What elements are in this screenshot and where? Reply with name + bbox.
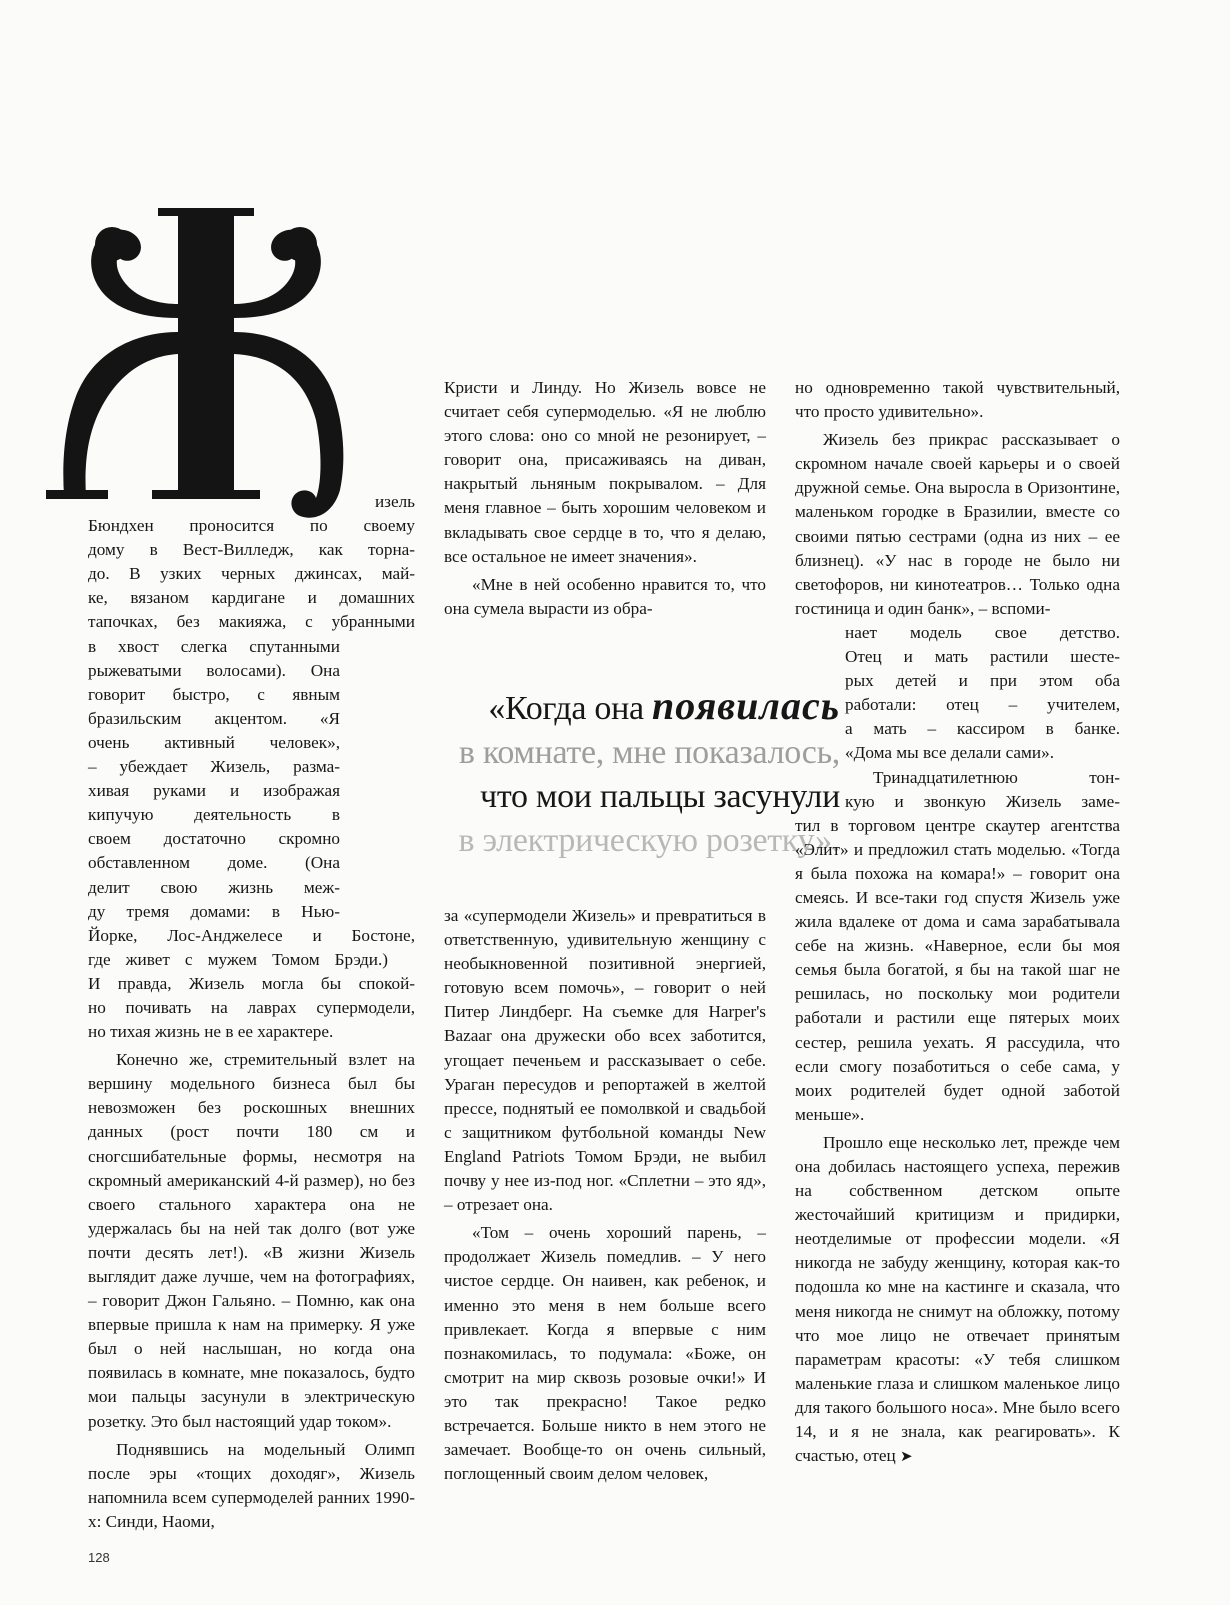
pull-quote-emphasis: появилась — [651, 683, 840, 728]
paragraph: но одновременно такой чувствительный, что просто удивительно». — [795, 378, 1120, 422]
text-line: работали: отец – учителем, — [845, 695, 1120, 715]
text-line: где живет с мужем Томом Брэди.) — [88, 949, 388, 969]
pull-quote-line-4: в электрическую розетку». — [458, 822, 840, 859]
text-line: говорит быстро, с явным — [88, 684, 340, 704]
text-line: Бюндхен проносится по своему — [88, 516, 415, 536]
pull-quote-line-2: в комнате, мне показалось, — [458, 734, 840, 771]
arrow-right-icon: ➤ — [899, 1447, 913, 1466]
column-2-bottom — [444, 904, 766, 1486]
paragraph: «Мне в ней особенно нравится то, что она сумела вырасти из обра- — [444, 574, 766, 618]
text-line: очень активный человек», — [88, 732, 340, 752]
text-line: тапочках, без макияжа, с убранными — [88, 612, 415, 632]
text-line: обставленном доме. (Она — [88, 853, 340, 873]
text-line: изель — [374, 492, 415, 511]
text-line: Йорке, Лос-Анджелесе и Бостоне, — [88, 925, 415, 945]
text-line: И правда, Жизель могла бы спокой- — [88, 973, 415, 993]
text-line: хивая руками и изображая — [88, 781, 340, 801]
page-number: 128 — [88, 1550, 110, 1565]
text-line: делит свою жизнь меж- — [88, 877, 340, 897]
pull-quote-text: «Когда она — [488, 690, 644, 727]
text-line: кую и звонкую Жизель заме- — [845, 791, 1120, 811]
paragraph: Поднявшись на модельный Олимп после эры «тощих доходяг», Жизель напомнила всем супермоделей ранних 1990-х: Синди, Наоми, — [88, 1439, 415, 1531]
text-line: Тринадцатилетнюю тон- — [873, 767, 1120, 787]
text-line: в хвост слегка спутанными — [88, 636, 340, 656]
pull-quote-line-3: что мои пальцы засунули — [480, 778, 840, 815]
paragraph: «Том – очень хороший парень, – продолжает Жизель помедлив. – У него чистое сердце. Он наивен, как ребенок, и именно это меня в нем больше всего привлекает. Когда я впервые с ним познакомилась, то подумала: «Боже, он смотрит на мир сквозь розовые очки!» И это так прекрасно! Такое редко встречается. Больше никто в нем этого не замечает. Вообще-то он очень сильный, поглощенный своим делом человек, — [444, 1223, 766, 1484]
text-line: ду тремя домами: в Нью- — [88, 901, 340, 921]
paragraph — [795, 1131, 1120, 1468]
paragraph-text: Прошло еще несколько лет, прежде чем она добилась настоящего успеха, пережив на собственном детском опыте жесточайший критицизм и придирки, неотделимые от профессии модели. «Я никогда не забуду женщину, которая как-то подошла ко мне на кастинге и сказала, что меня никогда не снимут на обложку, потому что мое лицо не отвечает принятым параметрам красоты: «У тебя слишком маленькие глаза и слишком маленькое лицо для такого большого носа». Мне было всего 14, и я не знала, как реагировать». К счастью, отец — [795, 1132, 1120, 1466]
paragraph: тил в торговом центре скаутер агентства «Элит» и предложил стать моделью. «Тогда я была похожа на комара!» – говорит она смеясь. И все-таки год спустя Жизель уже жила вдалеке от дома и сама зарабатывала себе на жизнь. «Наверное, если бы моя семья была богатой, я бы на такой шаг не решилась, но поскольку мои родители работали и растили еще пятерых моих сестер, решила уехать. Я рассудила, что если смогу позаботиться о себе сама, у моих родителей будет одной заботой меньше». — [795, 815, 1120, 1124]
dropcap-zhe — [28, 200, 358, 530]
text-line: но тихая жизнь не в ее характере. — [88, 1022, 334, 1042]
text-line: но почивать на лаврах супермодели, — [88, 997, 415, 1017]
text-line: своем достаточно скромно — [88, 829, 340, 849]
narrow-block — [845, 621, 1120, 814]
text-line: Отец и мать растили шесте- — [845, 647, 1120, 667]
text-line: а мать – кассиром в банке. — [845, 719, 1120, 739]
paragraph: Конечно же, стремительный взлет на вершину модельного бизнеса был бы невозможен без роскошных внешних данных (рост почти 180 см и сногсшибательные формы, несмотря на скромный американский 4-й размер), но без своего стального характера она не удержалась бы на ней так долго (вот уже почти десять лет!). «В жизни Жизель выглядит даже лучше, чем на фотографиях, – говорит Джон Гальяно. – Помню, как она впервые пришла к нам на примерку. Я уже был о ней наслышан, но когда она появилась в комнате, мне показалось, будто мои пальцы засунули в электрическую розетку. Это был настоящий удар током». — [88, 1050, 415, 1431]
pull-quote — [380, 684, 840, 863]
paragraph: за «супермодели Жизель» и превратиться в ответственную, удивительную женщину с необыкновенной позитивной энергией, готовую всем помочь», – говорит о ней Питер Линдберг. На съемке для Harper's Bazaar она дружески обо всех заботится, угощает печеньем и рассказывает о себе. Ураган пересудов и репортажей в желтой прессе, поднятый ее помолвкой и свадьбой с защитником футбольной команды New England Patriots Томом Брэди, не выбил почву у нее из-под ног. «Сплетни – это яд», – отрезает она. — [444, 906, 766, 1215]
text-line: дому в Вест-Виллeдж, как торна- — [88, 540, 415, 560]
text-line: нает модель свое детство. — [845, 622, 1120, 642]
text-line: до. В узких черных джинсах, май- — [88, 564, 415, 584]
text-line: кипучую деятельность в — [88, 805, 340, 825]
paragraph: Кристи и Линду. Но Жизель вовсе не считает себя супермоделью. «Я не люблю этого слова: оно со мной не резонирует, – говорит она, присаживаясь на диван, накрытый льняным покрывалом. – Для меня главное – быть хорошим человеком и вкладывать свое сердце в то, что я делаю, все остальное не имеет значения». — [444, 378, 766, 566]
paragraph: Жизель без прикрас рассказывает о скромном начале своей карьеры и о своей дружной семье. Она выросла в Оризонтине, маленьком городке в Бразилии, вместе со своими пятью сестрами (одна из них – ее близнец). «У нас в городе не было ни светофоров, ни кинотеатров… Только одна гостиница и один банк», – вспоми- — [795, 430, 1120, 618]
text-line: – убеждает Жизель, разма- — [88, 757, 340, 777]
text-line: рых детей и при этом оба — [845, 671, 1120, 691]
text-line: ке, вязаном кардигане и домашних — [88, 588, 415, 608]
column-2-top — [444, 376, 766, 621]
pull-quote-line-1 — [380, 684, 840, 731]
text-line: «Дома мы все делали сами». — [845, 743, 1055, 763]
text-line: рыжеватыми волосами). Она — [88, 660, 340, 680]
column-1 — [88, 490, 415, 1534]
text-line: бразильским акцентом. «Я — [88, 708, 340, 728]
column-3 — [795, 376, 1120, 1468]
